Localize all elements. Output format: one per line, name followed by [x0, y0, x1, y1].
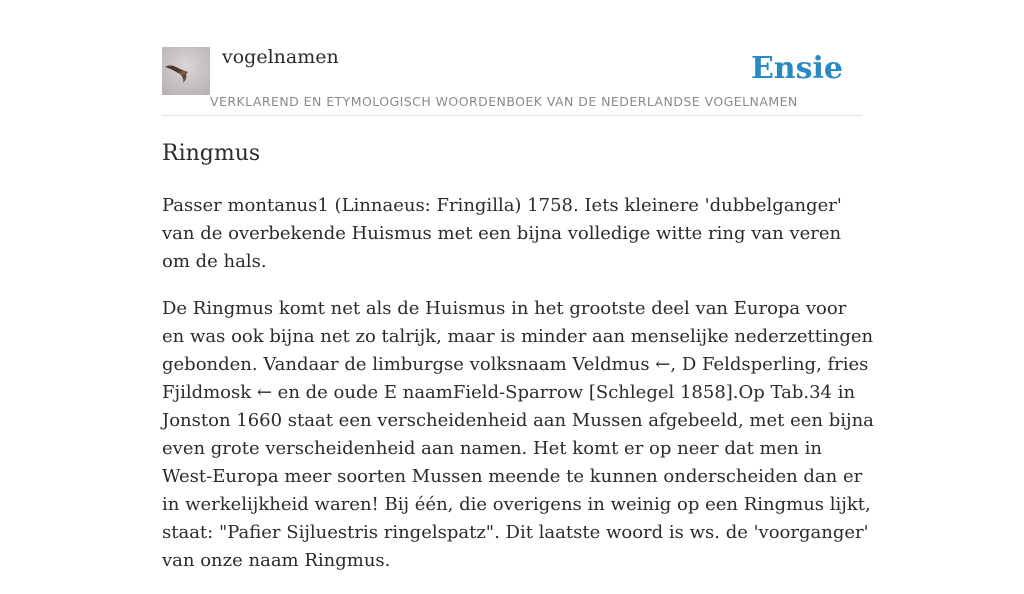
avatar[interactable]	[162, 47, 210, 95]
entry-article	[162, 192, 874, 594]
content-column	[162, 0, 874, 571]
site-subtitle: VERKLAREND EN ETYMOLOGISCH WOORDENBOEK VAN DE NEDERLANDSE VOGELNAMEN	[210, 94, 798, 109]
bird-in-flight-icon	[162, 47, 210, 95]
site-header	[162, 0, 862, 116]
article-paragraph: Passer montanus1 (Linnaeus: Fringilla) 1758. Iets kleinere 'dubbelganger' van de overbekende Huismus met een bijna volledige witte ring van veren om de hals.	[162, 195, 842, 272]
brand-logo-link[interactable]: Ensie	[750, 51, 843, 86]
article-paragraph: De Ringmus komt net als de Huismus in het grootste deel van Europa voor en was ook bijna net zo talrijk, maar is minder aan menselijke nederzettingen gebonden. Vandaar de limburgse volksnaam Veldmus ←, D Feldsperling, fries Fjildmosk ← en de oude E naamField-Sparrow [Schlegel 1858].Op Tab.34 in Jonston 1660 staat een verscheidenheid aan Mussen afgebeeld, met een bijna even grote verscheidenheid aan namen. Het komt er op neer dat men in West-Europa meer soorten Mussen meende te kunnen onderscheiden dan er in werkelijkheid waren! Bij één, die overigens in weinig op een Ringmus lijkt, staat: "Pafier Sijluestris ringelspatz". Dit laatste woord is ws. de 'voorganger' van onze naam Ringmus.	[162, 298, 874, 571]
site-name-link[interactable]: vogelnamen	[222, 46, 339, 68]
page-title: Ringmus	[162, 141, 261, 166]
